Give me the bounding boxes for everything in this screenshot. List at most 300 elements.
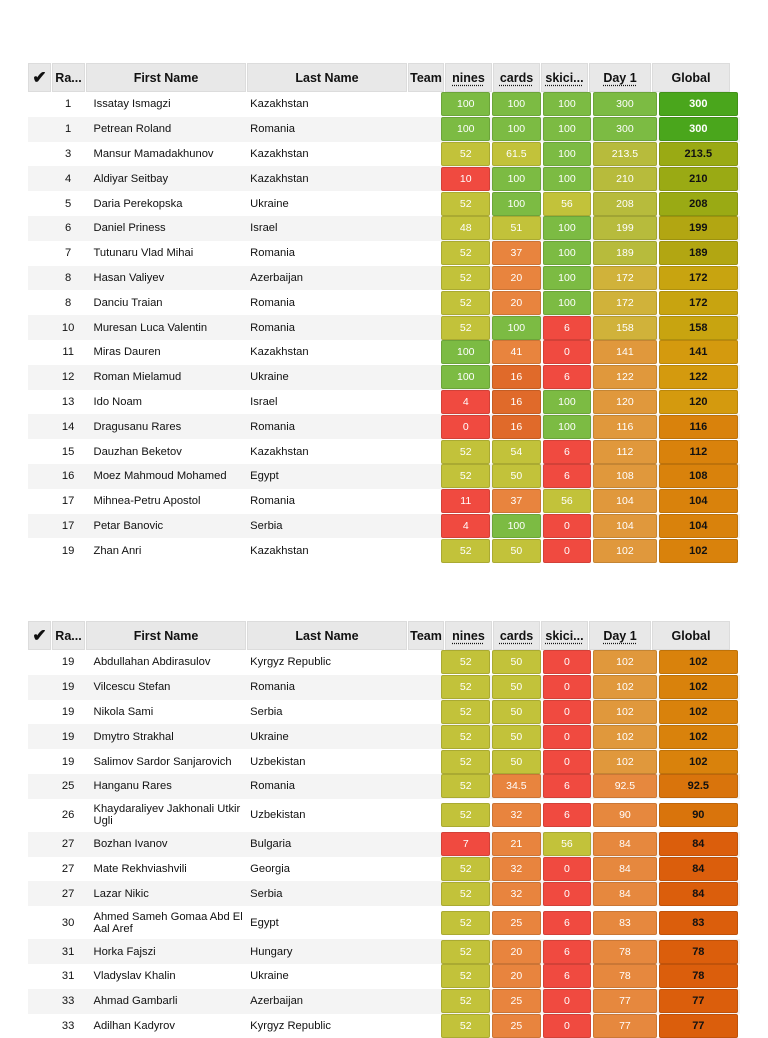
- table-row[interactable]: [28, 414, 740, 439]
- table-row[interactable]: [28, 142, 740, 167]
- day1-score-cell: 104: [593, 489, 656, 513]
- skici-header-label: skici...: [545, 628, 584, 643]
- first-name-cell: Tutunaru Vlad Mihai: [93, 247, 194, 260]
- global-score-cell: 120: [659, 390, 738, 414]
- nines-score-cell: 4: [441, 390, 490, 414]
- day1-score-cell: 77: [593, 989, 656, 1013]
- rank-cell: 19: [61, 730, 75, 743]
- first-name-cell: Hasan Valiyev: [93, 271, 165, 284]
- table-row[interactable]: [28, 439, 740, 464]
- global-score-cell: 122: [659, 365, 738, 389]
- cards-score-cell: 34.5: [492, 774, 541, 798]
- day1-score-cell: 172: [593, 291, 656, 315]
- first-name-cell: Dmytro Strakhal: [93, 730, 174, 743]
- table-row[interactable]: [28, 538, 740, 563]
- table-body: [28, 650, 740, 1038]
- cards-column-header[interactable]: [493, 63, 540, 92]
- last-name-cell: Romania: [250, 321, 295, 334]
- global-column-header[interactable]: Global: [652, 621, 730, 650]
- nines-score-cell: 7: [441, 832, 490, 856]
- skici-header-label: skici...: [545, 70, 584, 85]
- global-score-cell: 78: [659, 964, 738, 988]
- nines-score-cell: 52: [441, 266, 490, 290]
- rank-cell: 19: [61, 755, 75, 768]
- last-name-cell: Bulgaria: [250, 838, 292, 851]
- rank-column-header[interactable]: Ra...: [52, 621, 85, 650]
- table-row[interactable]: [28, 724, 740, 749]
- table-row[interactable]: [28, 989, 740, 1014]
- day1-score-cell: 300: [593, 92, 656, 116]
- cards-score-cell: 100: [492, 316, 541, 340]
- cards-score-cell: 16: [492, 390, 541, 414]
- global-score-cell: 102: [659, 750, 738, 774]
- nines-score-cell: 52: [441, 857, 490, 881]
- day1-column-header[interactable]: [589, 621, 651, 650]
- day1-score-cell: 102: [593, 750, 656, 774]
- skici-score-cell: 6: [543, 964, 592, 988]
- first-name-cell: Daria Perekopska: [93, 197, 183, 210]
- first-name-cell: Zhan Anri: [93, 544, 142, 557]
- nines-score-cell: 0: [441, 415, 490, 439]
- nines-column-header[interactable]: [445, 621, 492, 650]
- table-row[interactable]: [28, 390, 740, 415]
- table-body: [28, 92, 740, 563]
- first-name-cell: Bozhan Ivanov: [93, 838, 168, 851]
- cards-score-cell: 16: [492, 365, 541, 389]
- day1-score-cell: 77: [593, 1014, 656, 1038]
- global-score-cell: 102: [659, 539, 738, 563]
- table-row[interactable]: [28, 92, 740, 117]
- cards-score-cell: 50: [492, 464, 541, 488]
- first-name-cell: Abdullahan Abdirasulov: [93, 656, 211, 669]
- rank-cell: 31: [61, 970, 75, 983]
- table-row[interactable]: [28, 241, 740, 266]
- global-score-cell: 90: [659, 803, 738, 827]
- team-column-header[interactable]: Team: [408, 63, 444, 92]
- last-name-cell: Uzbekistan: [250, 809, 306, 822]
- day1-score-cell: 172: [593, 266, 656, 290]
- first-name-cell: Ahmad Gambarli: [93, 995, 178, 1008]
- cards-score-cell: 50: [492, 539, 541, 563]
- table-row[interactable]: [28, 964, 740, 989]
- cards-score-cell: 100: [492, 514, 541, 538]
- skici-score-cell: 0: [543, 700, 592, 724]
- rank-cell: 33: [61, 1019, 75, 1032]
- nines-score-cell: 52: [441, 539, 490, 563]
- nines-score-cell: 52: [441, 650, 490, 674]
- rank-cell: 1: [65, 123, 72, 136]
- rank-cell: 12: [61, 371, 75, 384]
- first-name-cell: Khaydaraliyev Jakhonali Utkir Ugli: [93, 803, 241, 828]
- first-name-cell: Petrean Roland: [93, 123, 172, 136]
- cards-score-cell: 100: [492, 192, 541, 216]
- nines-score-cell: 52: [441, 316, 490, 340]
- nines-score-cell: 100: [441, 365, 490, 389]
- rank-cell: 3: [65, 147, 72, 160]
- nines-column-header[interactable]: [445, 63, 492, 92]
- skici-score-cell: 100: [543, 241, 592, 265]
- global-score-cell: 210: [659, 167, 738, 191]
- cards-score-cell: 20: [492, 940, 541, 964]
- cards-score-cell: 50: [492, 725, 541, 749]
- global-score-cell: 83: [659, 911, 738, 935]
- cards-score-cell: 32: [492, 882, 541, 906]
- table-row[interactable]: [28, 166, 740, 191]
- cards-score-cell: 25: [492, 989, 541, 1013]
- nines-score-cell: 52: [441, 142, 490, 166]
- first-name-cell: Vladyslav Khalin: [93, 970, 176, 983]
- select-all-checkbox[interactable]: ✔: [28, 63, 51, 92]
- first-name-cell: Salimov Sardor Sanjarovich: [93, 755, 232, 768]
- nines-score-cell: 52: [441, 989, 490, 1013]
- nines-score-cell: 52: [441, 440, 490, 464]
- table-row[interactable]: [28, 489, 740, 514]
- nines-score-cell: 52: [441, 882, 490, 906]
- rank-cell: 8: [65, 296, 72, 309]
- team-column-header[interactable]: Team: [408, 621, 444, 650]
- day1-header-label: Day 1: [603, 70, 637, 85]
- rank-cell: 19: [61, 705, 75, 718]
- table-row[interactable]: [28, 191, 740, 216]
- cards-header-label: cards: [499, 628, 534, 643]
- day1-score-cell: 102: [593, 650, 656, 674]
- results-table-2: [28, 621, 740, 1038]
- last-name-cell: Uzbekistan: [250, 755, 306, 768]
- skici-score-cell: 0: [543, 539, 592, 563]
- table-row[interactable]: [28, 675, 740, 700]
- skici-score-cell: 0: [543, 650, 592, 674]
- nines-score-cell: 52: [441, 940, 490, 964]
- last-name-cell: Azerbaijan: [250, 995, 304, 1008]
- cards-score-cell: 50: [492, 650, 541, 674]
- nines-score-cell: 10: [441, 167, 490, 191]
- cards-score-cell: 100: [492, 167, 541, 191]
- rank-cell: 27: [61, 862, 75, 875]
- global-score-cell: 172: [659, 266, 738, 290]
- last-name-cell: Kazakhstan: [250, 147, 309, 160]
- first-name-cell: Lazar Nikic: [93, 887, 149, 900]
- rank-cell: 15: [61, 445, 75, 458]
- day1-score-cell: 102: [593, 725, 656, 749]
- skici-score-cell: 6: [543, 464, 592, 488]
- global-score-cell: 102: [659, 675, 738, 699]
- table-row[interactable]: [28, 700, 740, 725]
- skici-score-cell: 0: [543, 882, 592, 906]
- cards-score-cell: 21: [492, 832, 541, 856]
- rank-cell: 6: [65, 222, 72, 235]
- day1-column-header[interactable]: [589, 63, 651, 92]
- day1-score-cell: 300: [593, 117, 656, 141]
- global-score-cell: 213.5: [659, 142, 738, 166]
- last-name-cell: Israel: [250, 222, 278, 235]
- rank-cell: 19: [61, 681, 75, 694]
- table-row[interactable]: [28, 1014, 740, 1038]
- last-name-cell: Serbia: [250, 887, 283, 900]
- nines-score-cell: 11: [441, 489, 490, 513]
- first-name-cell: Mate Rekhviashvili: [93, 862, 187, 875]
- day1-score-cell: 122: [593, 365, 656, 389]
- last-name-cell: Kazakhstan: [250, 172, 309, 185]
- global-score-cell: 300: [659, 117, 738, 141]
- day1-score-cell: 102: [593, 700, 656, 724]
- rank-cell: 30: [61, 916, 75, 929]
- day1-score-cell: 83: [593, 911, 656, 935]
- skici-score-cell: 6: [543, 803, 592, 827]
- table-row[interactable]: [28, 650, 740, 675]
- skici-score-cell: 0: [543, 514, 592, 538]
- skici-score-cell: 6: [543, 940, 592, 964]
- nines-score-cell: 52: [441, 241, 490, 265]
- last-name-cell: Egypt: [250, 470, 279, 483]
- last-name-cell: Egypt: [250, 916, 279, 929]
- cards-column-header[interactable]: [493, 621, 540, 650]
- last-name-cell: Romania: [250, 296, 295, 309]
- table-row[interactable]: [28, 881, 740, 906]
- global-score-cell: 84: [659, 882, 738, 906]
- skici-score-cell: 100: [543, 390, 592, 414]
- cards-score-cell: 20: [492, 266, 541, 290]
- last-name-cell: Ukraine: [250, 970, 289, 983]
- table-row[interactable]: [28, 117, 740, 142]
- nines-score-cell: 52: [441, 291, 490, 315]
- last-name-cell: Romania: [250, 247, 295, 260]
- table-row[interactable]: [28, 857, 740, 882]
- results-table-1: [28, 63, 740, 563]
- nines-score-cell: 52: [441, 1014, 490, 1038]
- day1-score-cell: 208: [593, 192, 656, 216]
- global-score-cell: 141: [659, 340, 738, 364]
- last-name-cell: Serbia: [250, 705, 283, 718]
- cards-header-label: cards: [499, 70, 534, 85]
- global-score-cell: 199: [659, 216, 738, 240]
- rank-cell: 13: [61, 395, 75, 408]
- global-score-cell: 84: [659, 832, 738, 856]
- rank-cell: 19: [61, 656, 75, 669]
- rank-cell: 27: [61, 887, 75, 900]
- last-name-cell: Romania: [250, 780, 295, 793]
- cards-score-cell: 32: [492, 803, 541, 827]
- last-name-cell: Hungary: [250, 945, 293, 958]
- skici-score-cell: 100: [543, 415, 592, 439]
- rank-cell: 25: [61, 780, 75, 793]
- skici-score-cell: 56: [543, 192, 592, 216]
- table-row[interactable]: [28, 365, 740, 390]
- rank-cell: 4: [65, 172, 72, 185]
- cards-score-cell: 25: [492, 911, 541, 935]
- last-name-cell: Georgia: [250, 862, 290, 875]
- first-name-cell: Vilcescu Stefan: [93, 681, 171, 694]
- table-row[interactable]: [28, 216, 740, 241]
- nines-header-label: nines: [452, 70, 485, 85]
- first-name-column-header[interactable]: First Name: [86, 63, 246, 92]
- global-score-cell: 102: [659, 700, 738, 724]
- cards-score-cell: 61.5: [492, 142, 541, 166]
- nines-score-cell: 52: [441, 964, 490, 988]
- day1-score-cell: 102: [593, 539, 656, 563]
- day1-score-cell: 78: [593, 964, 656, 988]
- first-name-cell: Daniel Priness: [93, 222, 166, 235]
- skici-score-cell: 6: [543, 316, 592, 340]
- last-name-cell: Kazakhstan: [250, 346, 309, 359]
- first-name-cell: Muresan Luca Valentin: [93, 321, 208, 334]
- cards-score-cell: 50: [492, 750, 541, 774]
- nines-score-cell: 52: [441, 192, 490, 216]
- skici-score-cell: 0: [543, 1014, 592, 1038]
- rank-cell: 31: [61, 945, 75, 958]
- last-name-cell: Kazakhstan: [250, 544, 309, 557]
- nines-score-cell: 100: [441, 340, 490, 364]
- rank-cell: 17: [61, 495, 75, 508]
- rank-cell: 5: [65, 197, 72, 210]
- nines-score-cell: 52: [441, 750, 490, 774]
- rank-cell: 27: [61, 838, 75, 851]
- cards-score-cell: 50: [492, 700, 541, 724]
- global-score-cell: 172: [659, 291, 738, 315]
- cards-score-cell: 100: [492, 92, 541, 116]
- rank-cell: 1: [65, 98, 72, 111]
- skici-score-cell: 56: [543, 489, 592, 513]
- global-score-cell: 77: [659, 989, 738, 1013]
- table-row[interactable]: [28, 315, 740, 340]
- skici-column-header[interactable]: [541, 63, 588, 92]
- table-row[interactable]: [28, 290, 740, 315]
- skici-score-cell: 6: [543, 774, 592, 798]
- global-score-cell: 300: [659, 92, 738, 116]
- table-row[interactable]: [28, 906, 740, 939]
- global-score-cell: 158: [659, 316, 738, 340]
- last-name-column-header[interactable]: Last Name: [247, 621, 407, 650]
- last-name-cell: Romania: [250, 420, 295, 433]
- first-name-cell: Dauzhan Beketov: [93, 445, 182, 458]
- first-name-cell: Ido Noam: [93, 395, 143, 408]
- day1-header-label: Day 1: [603, 628, 637, 643]
- nines-score-cell: 100: [441, 117, 490, 141]
- cards-score-cell: 16: [492, 415, 541, 439]
- nines-score-cell: 52: [441, 725, 490, 749]
- nines-score-cell: 52: [441, 464, 490, 488]
- skici-score-cell: 0: [543, 857, 592, 881]
- cards-score-cell: 54: [492, 440, 541, 464]
- skici-score-cell: 6: [543, 365, 592, 389]
- nines-score-cell: 4: [441, 514, 490, 538]
- skici-score-cell: 100: [543, 92, 592, 116]
- global-score-cell: 208: [659, 192, 738, 216]
- last-name-cell: Kazakhstan: [250, 98, 309, 111]
- global-column-header[interactable]: Global: [652, 63, 730, 92]
- rank-cell: 11: [62, 346, 74, 359]
- skici-score-cell: 0: [543, 989, 592, 1013]
- table-row[interactable]: [28, 832, 740, 857]
- global-score-cell: 104: [659, 489, 738, 513]
- cards-score-cell: 50: [492, 675, 541, 699]
- rank-cell: 17: [61, 519, 75, 532]
- table-row[interactable]: [28, 774, 740, 799]
- rank-cell: 10: [61, 321, 75, 334]
- rank-cell: 7: [65, 247, 72, 260]
- day1-score-cell: 108: [593, 464, 656, 488]
- cards-score-cell: 37: [492, 489, 541, 513]
- skici-score-cell: 100: [543, 167, 592, 191]
- last-name-cell: Romania: [250, 495, 295, 508]
- table-row[interactable]: [28, 799, 740, 832]
- day1-score-cell: 92.5: [593, 774, 656, 798]
- table-row[interactable]: [28, 340, 740, 365]
- nines-score-cell: 48: [441, 216, 490, 240]
- skici-score-cell: 0: [543, 725, 592, 749]
- cards-score-cell: 41: [492, 340, 541, 364]
- last-name-cell: Ukraine: [250, 730, 289, 743]
- first-name-cell: Ahmed Sameh Gomaa Abd El Aal Aref: [93, 910, 243, 935]
- skici-score-cell: 6: [543, 911, 592, 935]
- global-score-cell: 189: [659, 241, 738, 265]
- select-all-checkbox[interactable]: ✔: [28, 621, 51, 650]
- nines-score-cell: 100: [441, 92, 490, 116]
- last-name-cell: Azerbaijan: [250, 271, 304, 284]
- table-row[interactable]: [28, 514, 740, 539]
- last-name-cell: Serbia: [250, 519, 283, 532]
- rank-cell: 16: [61, 470, 75, 483]
- day1-score-cell: 84: [593, 832, 656, 856]
- table-header: [28, 63, 740, 92]
- rank-column-header[interactable]: Ra...: [52, 63, 85, 92]
- day1-score-cell: 120: [593, 390, 656, 414]
- last-name-cell: Ukraine: [250, 371, 289, 384]
- last-name-cell: Kazakhstan: [250, 445, 309, 458]
- day1-score-cell: 141: [593, 340, 656, 364]
- global-score-cell: 77: [659, 1014, 738, 1038]
- skici-score-cell: 100: [543, 216, 592, 240]
- table-row[interactable]: [28, 464, 740, 489]
- skici-score-cell: 100: [543, 142, 592, 166]
- day1-score-cell: 112: [593, 440, 656, 464]
- skici-score-cell: 100: [543, 266, 592, 290]
- first-name-cell: Nikola Sami: [93, 705, 154, 718]
- nines-score-cell: 52: [441, 774, 490, 798]
- cards-score-cell: 37: [492, 241, 541, 265]
- skici-score-cell: 100: [543, 117, 592, 141]
- last-name-cell: Kyrgyz Republic: [250, 1019, 331, 1032]
- first-name-column-header[interactable]: First Name: [86, 621, 246, 650]
- table-header: [28, 621, 740, 650]
- last-name-cell: Kyrgyz Republic: [250, 656, 331, 669]
- first-name-cell: Mansur Mamadakhunov: [93, 147, 214, 160]
- day1-score-cell: 189: [593, 241, 656, 265]
- skici-column-header[interactable]: [541, 621, 588, 650]
- last-name-column-header[interactable]: Last Name: [247, 63, 407, 92]
- rank-cell: 14: [61, 420, 75, 433]
- rank-cell: 26: [61, 809, 75, 822]
- day1-score-cell: 158: [593, 316, 656, 340]
- rank-cell: 8: [65, 271, 72, 284]
- table-row[interactable]: [28, 266, 740, 291]
- skici-score-cell: 6: [543, 440, 592, 464]
- global-score-cell: 108: [659, 464, 738, 488]
- table-row[interactable]: [28, 749, 740, 774]
- first-name-cell: Mihnea-Petru Apostol: [93, 495, 201, 508]
- skici-score-cell: 0: [543, 750, 592, 774]
- day1-score-cell: 102: [593, 675, 656, 699]
- global-score-cell: 102: [659, 725, 738, 749]
- last-name-cell: Romania: [250, 123, 295, 136]
- nines-header-label: nines: [452, 628, 485, 643]
- table-row[interactable]: [28, 939, 740, 964]
- nines-score-cell: 52: [441, 675, 490, 699]
- day1-score-cell: 104: [593, 514, 656, 538]
- cards-score-cell: 20: [492, 964, 541, 988]
- first-name-cell: Issatay Ismagzi: [93, 98, 171, 111]
- skici-score-cell: 100: [543, 291, 592, 315]
- nines-score-cell: 52: [441, 803, 490, 827]
